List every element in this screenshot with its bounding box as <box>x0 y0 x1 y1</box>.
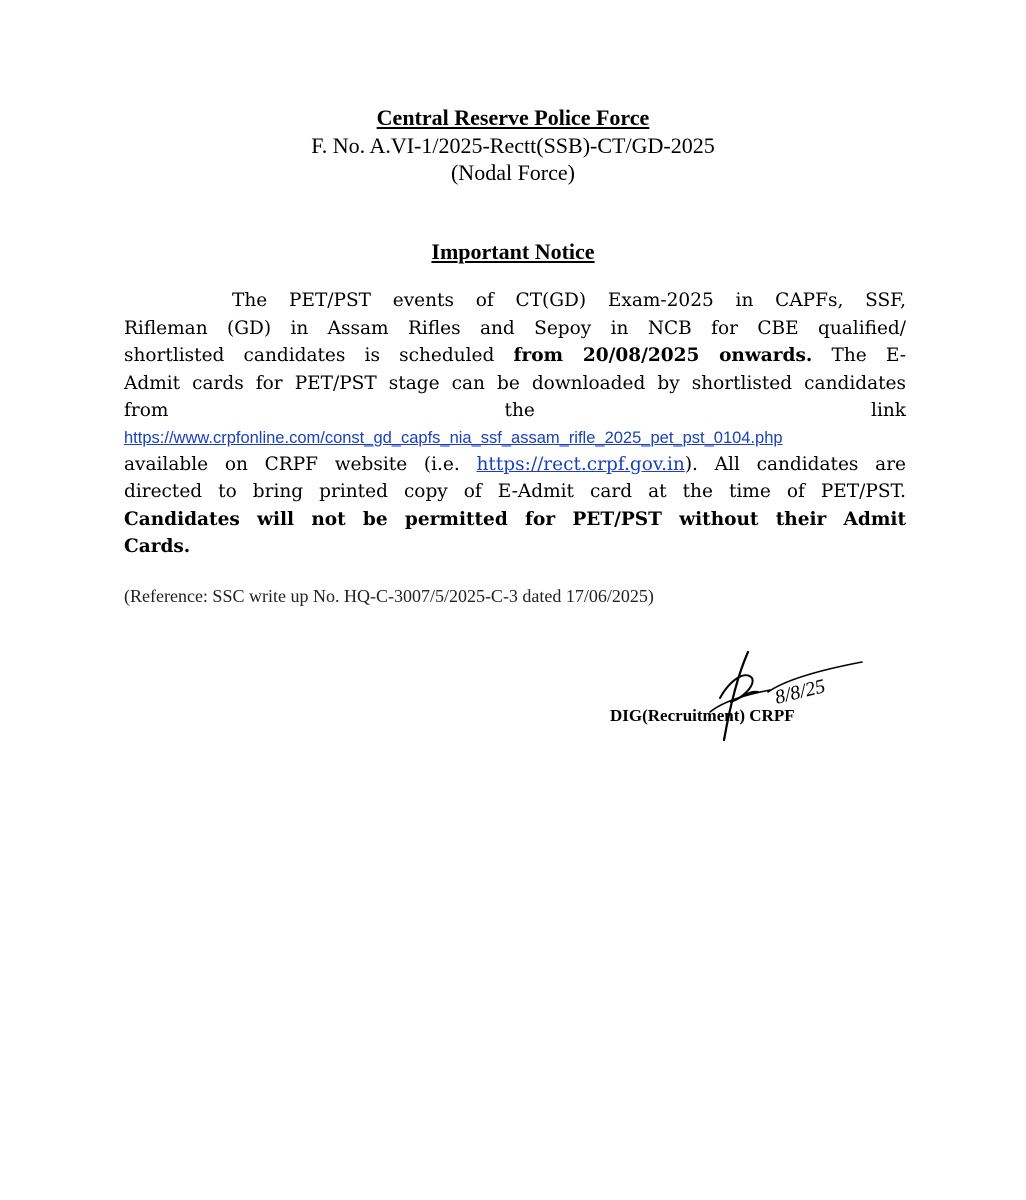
body-line-9: Candidates will not be permitted for PET/PST without their Admit <box>124 508 906 530</box>
signatory-designation: DIG(Recruitment) CRPF <box>610 706 795 725</box>
signature-scribble <box>690 640 870 750</box>
body-line-2: Rifleman (GD) in Assam Rifles and Sepoy in NCB for CBE qualified/ <box>124 317 906 339</box>
schedule-date: from 20/08/2025 onwards. <box>513 345 813 366</box>
file-number: F. No. A.VI-1/2025-Rectt(SSB)-CT/GD-2025 <box>311 133 715 158</box>
notice-title: Important Notice <box>431 239 595 264</box>
signature-date: 8/8/25 <box>772 675 828 709</box>
body-line-3 <box>124 342 906 370</box>
body-line-8: directed to bring printed copy of E-Admit card at the time of PET/PST. <box>124 481 906 502</box>
admit-card-link[interactable]: https://www.crpfonline.com/const_gd_capfs_nia_ssf_assam_rifle_2025_pet_pst_0104.php <box>124 428 783 447</box>
body-text: The PET/PST events of CT(GD) Exam-2025 in CAPFs, SSF, <box>232 290 906 311</box>
letter-header <box>0 104 1026 186</box>
body-text: ). All candidates are <box>684 453 906 475</box>
body-line-10: Cards. <box>124 536 191 557</box>
reference-note: (Reference: SSC write up No. HQ-C-3007/5/2025-C-3 dated 17/06/2025) <box>124 586 654 606</box>
body-text: shortlisted candidates is scheduled <box>124 345 495 366</box>
body-text: link <box>871 400 906 421</box>
body-text: from <box>124 400 169 421</box>
body-text: the <box>504 400 535 421</box>
body-line-1 <box>124 287 906 315</box>
crpf-website-link[interactable]: https://rect.crpf.gov.in <box>476 453 685 475</box>
nodal-force-label: (Nodal Force) <box>450 160 575 185</box>
body-text: available on CRPF website (i.e. <box>124 453 460 475</box>
body-line-4: Admit cards for PET/PST stage can be downloaded by shortlisted candidates <box>124 372 906 394</box>
body-line-7 <box>124 451 906 479</box>
body-text: The E- <box>831 345 906 366</box>
notice-body <box>124 287 906 561</box>
organization-title: Central Reserve Police Force <box>376 105 650 130</box>
body-line-5 <box>124 397 906 425</box>
